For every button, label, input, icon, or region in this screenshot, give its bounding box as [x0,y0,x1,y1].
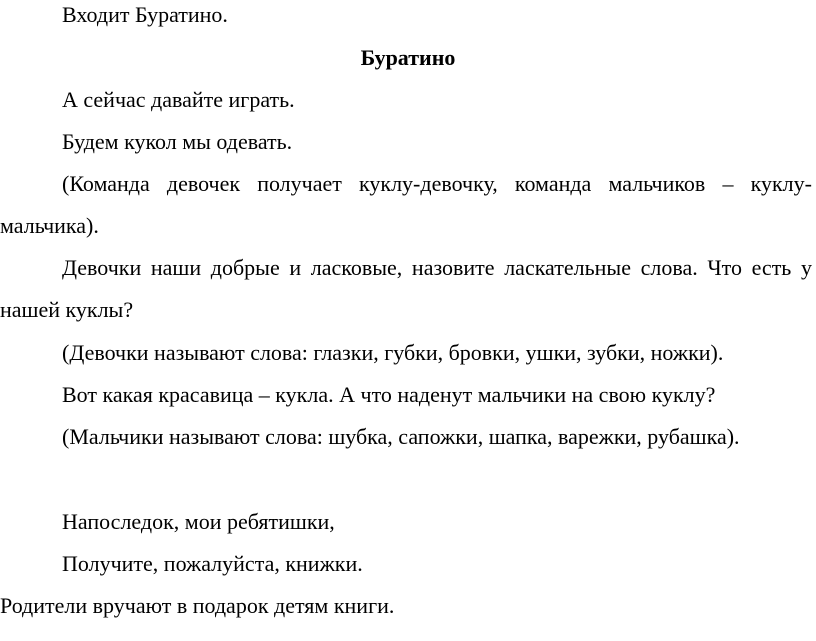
closing-verse-line-1: Напоследок, мои ребятишки, [62,509,335,534]
stage-direction-books: Родители вручают в подарок детям книги. [0,593,395,618]
stage-direction-boys-words: (Мальчики называют слова: шубка, сапожки, шапка, варежки, рубашка). [62,424,740,449]
verse-line-1: А сейчас давайте играть. [62,87,295,112]
character-name-heading: Буратино [360,45,456,70]
boys-question-line: Вот какая красавица – кукла. А что наденут мальчики на свою куклу? [62,382,716,407]
stage-direction-enter: Входит Буратино. [62,2,228,27]
closing-verse-line-2: Получите, пожалуйста, книжки. [62,551,363,576]
verse-line-2: Будем кукол мы одевать. [62,129,293,154]
stage-direction-dolls: (Команда девочек получает куклу-девочку, команда мальчиков – куклу-мальчика). [0,171,812,238]
girls-question-paragraph: Девочки наши добрые и ласковые, назовите ласкательные слова. Что есть у нашей куклы? [0,255,812,322]
stage-direction-girls-words: (Девочки называют слова: глазки, губки, бровки, ушки, зубки, ножки). [62,340,724,365]
